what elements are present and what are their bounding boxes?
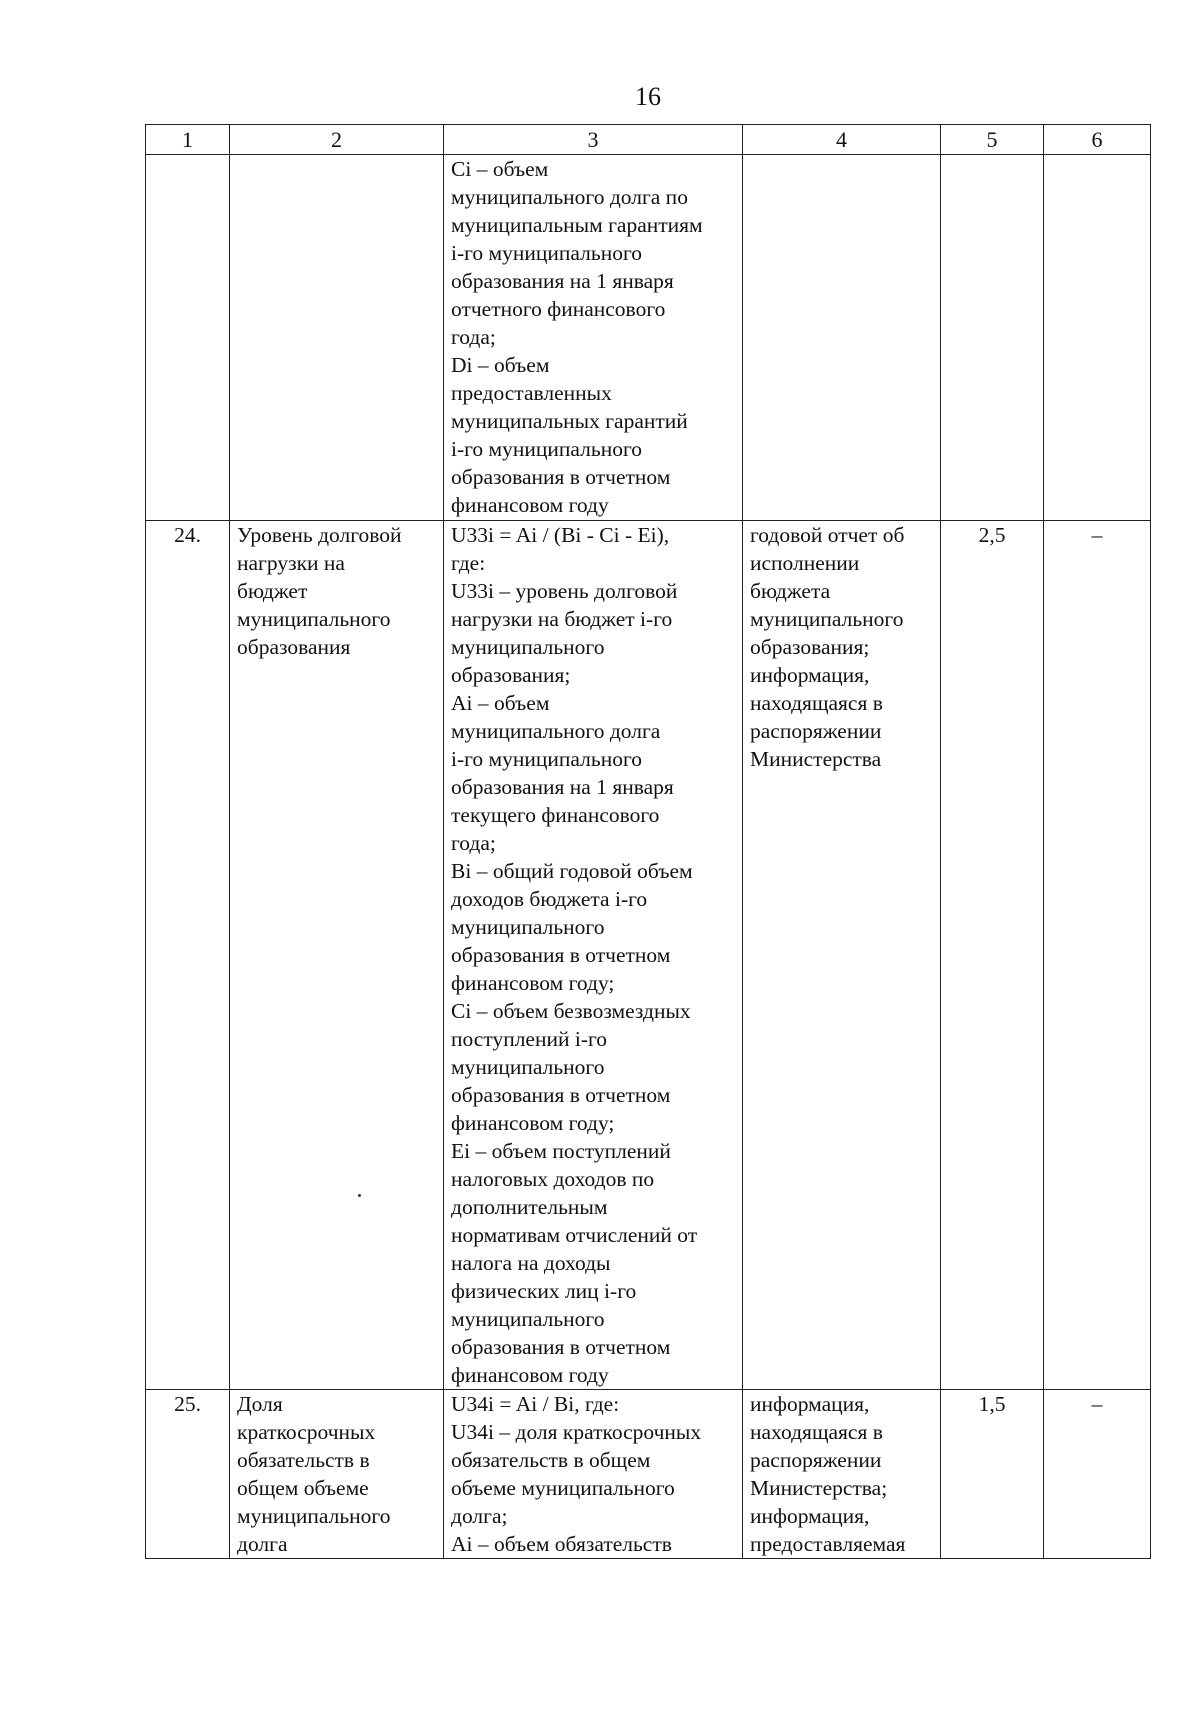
column-header: 1 <box>146 125 230 155</box>
cell-text-line: образования в отчетном <box>451 465 671 489</box>
cell-text-line: муниципальным гарантиям <box>451 213 703 237</box>
cell-text-line: налоговых доходов по <box>451 1167 655 1191</box>
cell-text-line: года; <box>451 831 496 855</box>
cell-text-line: муниципального <box>750 607 904 631</box>
cell-text-line: финансовом году; <box>451 1111 615 1135</box>
column-header: 4 <box>743 125 941 155</box>
weight-cell: 1,5 <box>941 1390 1044 1559</box>
source-cell <box>743 155 941 521</box>
cell-text-line: текущего финансового <box>451 803 660 827</box>
row-number-cell: 24. <box>146 521 230 1390</box>
table-row <box>146 521 1151 1390</box>
cell-text-line: финансовом году <box>451 493 609 517</box>
column-6-cell: – <box>1044 1390 1151 1559</box>
cell-text-line: долга; <box>451 1504 508 1528</box>
cell-text-line: финансовом году; <box>451 971 615 995</box>
indicator-table <box>145 124 1151 1559</box>
cell-text-line: Ei – объем поступлений <box>451 1139 671 1163</box>
cell-text-line: поступлений i-го <box>451 1027 608 1051</box>
cell-text-line: краткосрочных <box>237 1420 376 1444</box>
cell-text-line: образования на 1 января <box>451 269 674 293</box>
cell-text-line: образования в отчетном <box>451 1083 671 1107</box>
cell-text-line: образования на 1 января <box>451 775 674 799</box>
cell-text-line: муниципального <box>451 915 605 939</box>
cell-text-line: муниципального <box>237 1504 391 1528</box>
cell-text-line: информация, <box>750 1392 870 1416</box>
cell-text-line: распоряжении <box>750 1448 882 1472</box>
cell-text-line: образования <box>237 635 351 659</box>
cell-text-line: i-го муниципального <box>451 241 642 265</box>
indicator-name-cell <box>230 521 444 1390</box>
cell-text-line: года; <box>451 325 496 349</box>
weight-cell <box>941 155 1044 521</box>
cell-text-line: находящаяся в <box>750 1420 883 1444</box>
cell-text-line: обязательств в <box>237 1448 370 1472</box>
cell-text-line: исполнении <box>750 551 860 575</box>
cell-text-line: муниципального <box>451 1307 605 1331</box>
cell-text-line: образования; <box>750 635 870 659</box>
cell-text-line: информация, <box>750 1504 870 1528</box>
cell-text-line: годовой отчет об <box>750 523 905 547</box>
row-number-cell: 25. <box>146 1390 230 1559</box>
column-header: 2 <box>230 125 444 155</box>
cell-text-line: где: <box>451 551 486 575</box>
cell-text-line: Министерства <box>750 747 882 771</box>
formula-cell <box>444 521 743 1390</box>
cell-text-line: Ai – объем обязательств <box>451 1532 672 1556</box>
cell-text-line: i-го муниципального <box>451 437 642 461</box>
cell-text-line: информация, <box>750 663 870 687</box>
cell-text-line: предоставленных <box>451 381 612 405</box>
cell-text-line: Министерства; <box>750 1476 888 1500</box>
cell-text-line: Доля <box>237 1392 283 1416</box>
cell-text-line: физических лиц i-го <box>451 1279 637 1303</box>
cell-text-line: нагрузки на <box>237 551 345 575</box>
cell-text-line: находящаяся в <box>750 691 883 715</box>
weight-cell: 2,5 <box>941 521 1044 1390</box>
cell-text-line: образования; <box>451 663 571 687</box>
cell-text-line: нагрузки на бюджет i-го <box>451 607 673 631</box>
cell-text-line: налога на доходы <box>451 1251 611 1275</box>
formula-cell <box>444 155 743 521</box>
cell-text-line: муниципального <box>451 635 605 659</box>
cell-text-line: объеме муниципального <box>451 1476 675 1500</box>
cell-text-line: доходов бюджета i-го <box>451 887 648 911</box>
cell-text-line: Ci – объем <box>451 157 549 181</box>
cell-text-line: муниципального <box>237 607 391 631</box>
cell-text-line: муниципального <box>451 1055 605 1079</box>
cell-text-line: U34i = Ai / Bi, где: <box>451 1392 620 1416</box>
cell-text-line: бюджет <box>237 579 308 603</box>
cell-text-line: Ai – объем <box>451 691 550 715</box>
table-row <box>146 1390 1151 1559</box>
source-cell <box>743 1390 941 1559</box>
page-number: 16 <box>635 82 661 111</box>
cell-text-line: дополнительным <box>451 1195 608 1219</box>
cell-text-line: образования в отчетном <box>451 943 671 967</box>
cell-text-line: муниципальных гарантий <box>451 409 688 433</box>
cell-text-line: долга <box>237 1532 288 1556</box>
column-header: 6 <box>1044 125 1151 155</box>
column-6-cell <box>1044 155 1151 521</box>
column-header: 3 <box>444 125 743 155</box>
cell-text-line: общем объеме <box>237 1476 369 1500</box>
cell-text-line: распоряжении <box>750 719 882 743</box>
cell-text-line: муниципального долга по <box>451 185 688 209</box>
column-header: 5 <box>941 125 1044 155</box>
cell-text-line: U33i – уровень долговой <box>451 579 678 603</box>
cell-text-line: отчетного финансового <box>451 297 666 321</box>
cell-text-line: Di – объем <box>451 353 550 377</box>
source-cell <box>743 521 941 1390</box>
column-6-cell: – <box>1044 521 1151 1390</box>
cell-text-line: бюджета <box>750 579 831 603</box>
table-row <box>146 155 1151 521</box>
cell-text-line: обязательств в общем <box>451 1448 651 1472</box>
indicator-name-cell <box>230 155 444 521</box>
cell-text-line: финансовом году <box>451 1363 609 1387</box>
cell-text-line: Ci – объем безвозмездных <box>451 999 691 1023</box>
cell-text-line: образования в отчетном <box>451 1335 671 1359</box>
cell-text-line: U33i = Ai / (Bi - Ci - Ei), <box>451 523 670 547</box>
formula-cell <box>444 1390 743 1559</box>
cell-text-line: U34i – доля краткосрочных <box>451 1420 702 1444</box>
cell-text-line: предоставляемая <box>750 1532 906 1556</box>
cell-text-line: i-го муниципального <box>451 747 642 771</box>
indicator-name-cell <box>230 1390 444 1559</box>
cell-text-line: Bi – общий годовой объем <box>451 859 693 883</box>
table-header-row <box>146 125 1151 155</box>
scan-speck <box>358 1194 361 1197</box>
cell-text-line: муниципального долга <box>451 719 661 743</box>
row-number-cell <box>146 155 230 521</box>
cell-text-line: Уровень долговой <box>237 523 402 547</box>
cell-text-line: нормативам отчислений от <box>451 1223 698 1247</box>
